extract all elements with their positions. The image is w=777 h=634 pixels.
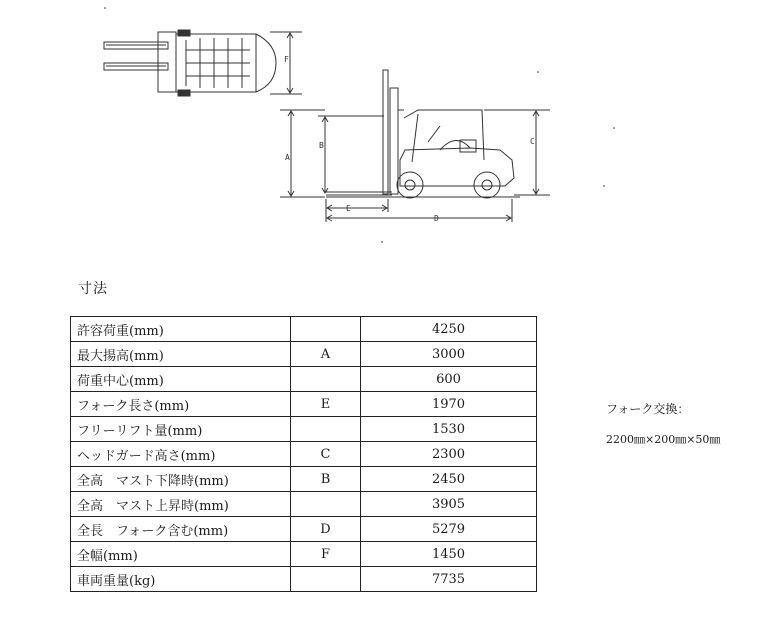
row-code: B [291, 467, 361, 492]
row-label: 許容荷重(mm) [71, 317, 291, 342]
label-a: A [285, 153, 290, 162]
dimension-e [326, 199, 388, 222]
row-value: 5279 [361, 517, 537, 542]
row-label: 全高 マスト下降時(mm) [71, 467, 291, 492]
row-label: ヘッドガード高さ(mm) [71, 442, 291, 467]
label-f: F [284, 55, 289, 64]
row-code [291, 492, 361, 517]
row-code: C [291, 442, 361, 467]
section-title: 寸法 [78, 281, 108, 297]
row-value: 3000 [361, 342, 537, 367]
dimension-d [327, 199, 512, 222]
row-code: A [291, 342, 361, 367]
row-label: 最大揚高(mm) [71, 342, 291, 367]
row-value: 7735 [361, 567, 537, 592]
row-label: 全長 フォーク含む(mm) [71, 517, 291, 542]
dimension-b [318, 116, 384, 193]
dimension-c [484, 110, 550, 195]
fork-note-body: 2200㎜×200㎜×50㎜ [606, 433, 721, 446]
side-view-forklift [326, 70, 520, 198]
row-value: 2300 [361, 442, 537, 467]
table-row [71, 492, 537, 517]
row-label: 荷重中心(mm) [71, 367, 291, 392]
row-label: 全高 マスト上昇時(mm) [71, 492, 291, 517]
row-code [291, 367, 361, 392]
table-row [71, 467, 537, 492]
table-row [71, 367, 537, 392]
row-label: 全幅(mm) [71, 542, 291, 567]
row-code: D [291, 517, 361, 542]
row-value: 1530 [361, 417, 537, 442]
row-code: E [291, 392, 361, 417]
row-value: 2450 [361, 467, 537, 492]
row-code [291, 567, 361, 592]
table-row [71, 567, 537, 592]
row-code: F [291, 542, 361, 567]
row-value: 1970 [361, 392, 537, 417]
table-row [71, 542, 537, 567]
row-label: 車両重量(kg) [71, 567, 291, 592]
row-label: フォーク長さ(mm) [71, 392, 291, 417]
row-code [291, 317, 361, 342]
forklift-dimension-diagram [0, 0, 777, 270]
label-b: B [319, 141, 324, 150]
row-value: 600 [361, 367, 537, 392]
spec-table [70, 316, 537, 592]
table-row [71, 442, 537, 467]
table-row [71, 317, 537, 342]
row-value: 1450 [361, 542, 537, 567]
row-label: フリーリフト量(mm) [71, 417, 291, 442]
label-c: C [530, 137, 535, 146]
table-row [71, 417, 537, 442]
row-value: 3905 [361, 492, 537, 517]
top-view-body [158, 30, 276, 96]
fork-note-title: フォーク交換： [606, 402, 690, 416]
label-d: D [434, 214, 439, 223]
table-row [71, 517, 537, 542]
table-row [71, 342, 537, 367]
row-code [291, 417, 361, 442]
table-row [71, 392, 537, 417]
label-e: E [346, 204, 351, 213]
row-value: 4250 [361, 317, 537, 342]
